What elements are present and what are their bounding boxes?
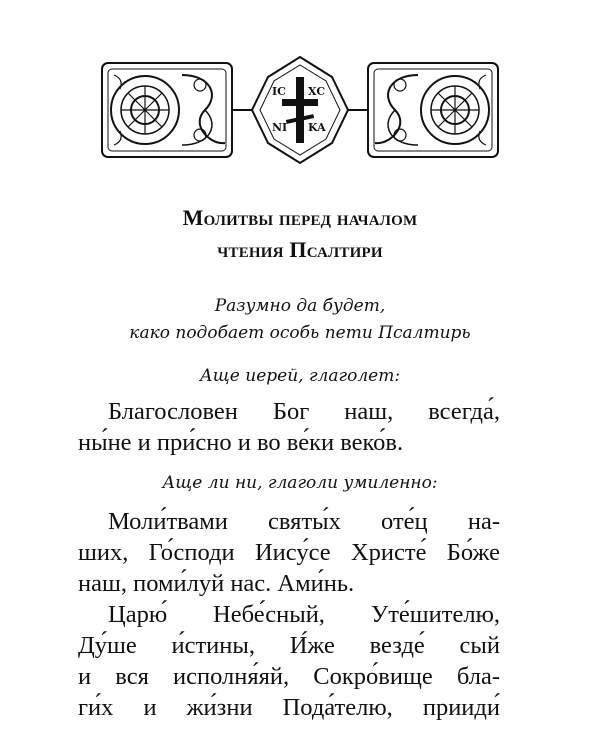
paragraph-line: и вся исполня́яй, Сокро́вище бла-: [78, 663, 500, 690]
paragraph-line: ны́не и при́сно и во ве́ки веко́в.: [78, 429, 404, 456]
rubric-priest: Аще иерей, глаголет:: [199, 366, 401, 386]
subtitle-line-2: како подобает особь пети Псалтирь: [129, 323, 471, 343]
monogram-ka: KA: [308, 121, 326, 134]
paragraph-line: Ду́ше и́стины, И́же везде́ сый: [78, 632, 500, 659]
title-line-1: Молитвы перед началом: [182, 205, 418, 230]
title-line-2: чтения Псалтири: [217, 237, 383, 262]
paragraph-line: ших, Го́споди Иису́се Христе́ Бо́же: [78, 539, 500, 566]
paragraph-line: Благословен Бог наш, всегда́,: [108, 398, 500, 425]
paragraph-blessing: [78, 396, 500, 458]
ornamental-headpiece: [100, 55, 500, 165]
paragraph-line: наш, поми́луй нас. Ами́нь.: [78, 570, 355, 597]
subtitle-line-1: Разумно да будет,: [214, 296, 386, 316]
paragraph-line: Моли́твами святы́х оте́ц на-: [108, 508, 500, 535]
monogram-xc: XC: [308, 85, 326, 98]
rubric-layman: Аще ли ни, глаголи умиленно:: [162, 473, 438, 493]
paragraph-line: ги́х и жи́зни Пода́телю, прииди́: [78, 694, 500, 721]
monogram-ic: IC: [272, 85, 286, 98]
paragraph-line: Царю́ Небе́сный, Уте́шителю,: [108, 601, 500, 628]
monogram-ni: NI: [272, 121, 288, 134]
paragraph-prayers: [78, 506, 500, 723]
